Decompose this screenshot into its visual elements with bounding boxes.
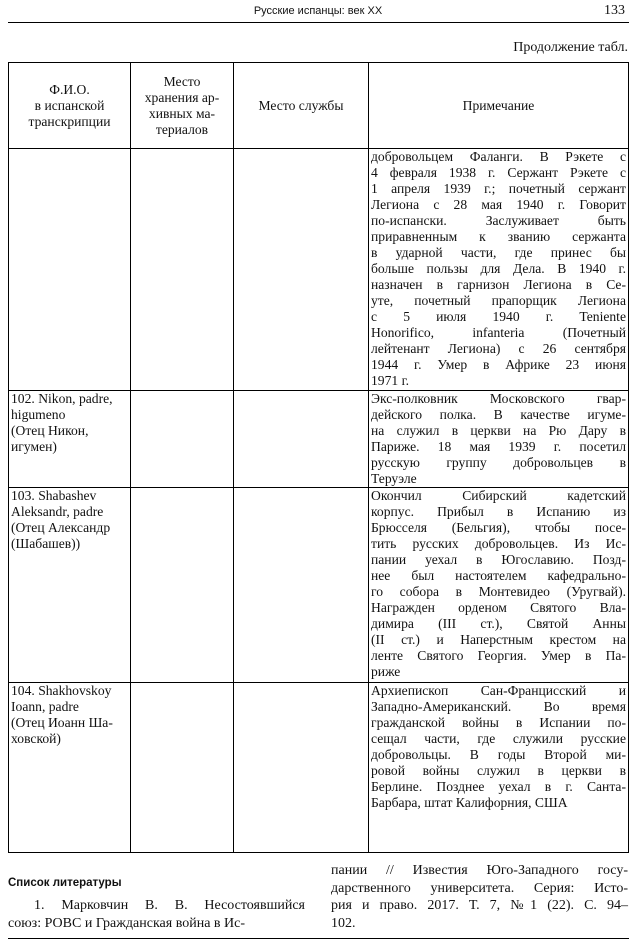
text-line: добровольцем Фаланги. В Рэкете с [371,149,626,164]
personnel-table [8,62,629,853]
text-line: уте, почетный прапорщик Легиона [371,293,626,308]
text-line: приравненным к званию сержанта [371,229,626,244]
archive-cell [131,149,234,391]
text-line: 103. Shabashev [11,488,97,503]
service-cell [234,488,369,683]
references-left-column [8,897,305,932]
service-cell [234,683,369,853]
text-line: дейского полка. В качестве игуме- [371,407,626,422]
service-cell [234,391,369,488]
footer-rule [8,938,629,939]
text-line: пании уехал в Югославию. Позд- [371,552,626,567]
text-line: хивных ма- [148,105,216,121]
name-cell [9,149,131,391]
text-line: 104. Shakhovskoy [11,683,112,698]
text-line: добровольцы. В годы Второй ми- [371,747,626,762]
text-line: Западно-Американский. Во время [371,699,626,714]
text-line: 1 апреля 1939 г.; почетный сержант [371,181,626,196]
name-cell [9,488,131,683]
text-line: (Отец Никон, [11,423,89,438]
text-line: го собора в Монтевидео (Уругвай). [371,584,626,599]
table-row [9,391,629,488]
text-line: (II ст.) и Наперстным крестом на [371,632,626,647]
text-line: Париже. 18 мая 1939 г. посетил [371,439,626,454]
text-line: (Отец Александр [11,520,111,535]
text-line: назначен в гарнизон Легиона в Се- [371,277,626,292]
text-line: Aleksandr, padre [11,504,104,519]
note-cell [369,391,629,488]
archive-cell [131,683,234,853]
text-line: 4 февраля 1938 г. Сержант Рэкете с [371,165,626,180]
text-line: Примечание [462,97,535,113]
archive-cell [131,391,234,488]
text-line: 102. [331,915,356,931]
text-line: ровой войны служил в церкви в [371,763,626,778]
text-line: сещал части, где служили русские [371,731,626,746]
text-line: тить русских добровольцев. Из Ис- [371,536,626,551]
table-caption: Продолжение табл. [513,40,628,55]
header-note [369,63,629,149]
text-line: в испанской [34,97,105,113]
note-cell [369,683,629,853]
table-row [9,149,629,391]
text-line: (Отец Иоанн Ша- [11,715,113,730]
text-line: териалов [155,121,209,137]
text-line: Брюсселя (Бельгия), чтобы посе- [371,520,626,535]
note-cell [369,149,629,391]
service-cell [234,149,369,391]
text-line: по-испански. Заслуживает быть [371,213,626,228]
text-line: Honorifico, infanteria (Почетный [371,325,626,340]
header-archive [131,63,234,149]
text-line: Ф.И.О. [49,81,90,97]
text-line: лейтенант Легиона) с 26 сентября [371,341,626,356]
text-line: риже [371,664,401,679]
text-line: ховской) [11,731,61,746]
text-line: Место службы [258,97,344,113]
text-line: Ioann, padre [11,699,79,714]
text-line: Легиона с 28 мая 1940 г. Говорит [371,197,626,212]
text-line: Барбара, штат Калифорния, США [371,795,568,810]
text-line: нее был настоятелем кафедрально- [371,568,626,583]
header-rule [8,22,629,23]
page-number: 133 [604,3,625,18]
name-cell [9,391,131,488]
text-line: игумен) [11,439,57,454]
text-line: димира (III ст.), Святой Анны [371,616,626,631]
text-line: Теруэле [371,471,417,486]
text-line: транскрипции [28,113,111,129]
text-line: на служил в церкви на Рю Дару в [371,423,626,438]
text-line: рия и право. 2017. Т. 7, №1 (22). С. 94– [331,898,628,913]
table-header-row [9,63,629,149]
text-line: 1. Марковчин В. В. Несостоявшийся [34,898,305,913]
text-line: больше пользы для Дела. В 1940 г. [371,261,626,276]
references-heading: Список литературы [8,877,122,889]
running-title: Русские испанцы: век XX [253,5,383,17]
text-line: Берлине. Позднее уехал в г. Санта- [371,779,626,794]
text-line: дарственного университета. Серия: Исто- [331,880,628,896]
text-line: русскую группу добровольцев в [371,455,626,470]
header-service [234,63,369,149]
text-line: 1971 г. [371,373,410,388]
text-line: в ударной части, где принес бы [371,245,626,260]
table-row [9,683,629,853]
name-cell [9,683,131,853]
text-line: союз: РОВС и Гражданская война в Ис- [8,915,246,931]
header-name [9,63,131,149]
text-line: корпус. Прибыл в Испанию из [371,504,626,519]
text-line: Награжден орденом Святого Вла- [371,600,626,615]
text-line: Окончил Сибирский кадетский [371,488,626,503]
text-line: Архиепископ Сан-Францисский и [371,683,626,698]
text-line: Место [163,73,201,89]
references-right-column [331,862,628,932]
text-line: гражданской войны в Испании по- [371,715,626,730]
text-line: Экс-полковник Московского гвар- [371,391,626,406]
text-line: ленте Святого Георгия. Умер в Па- [371,648,626,663]
table-row [9,488,629,683]
archive-cell [131,488,234,683]
text-line: higumeno [11,407,66,422]
note-cell [369,488,629,683]
text-line: 102. Nikon, padre, [11,391,113,406]
text-line: (Шабашев)) [11,536,81,551]
text-line: с 5 июля 1940 г. Teniente [371,309,626,324]
text-line: 1944 г. Умер в Африке 23 июня [371,357,626,372]
text-line: хранения ар- [144,89,220,105]
text-line: пании // Известия Юго-Западного госу- [331,863,628,878]
